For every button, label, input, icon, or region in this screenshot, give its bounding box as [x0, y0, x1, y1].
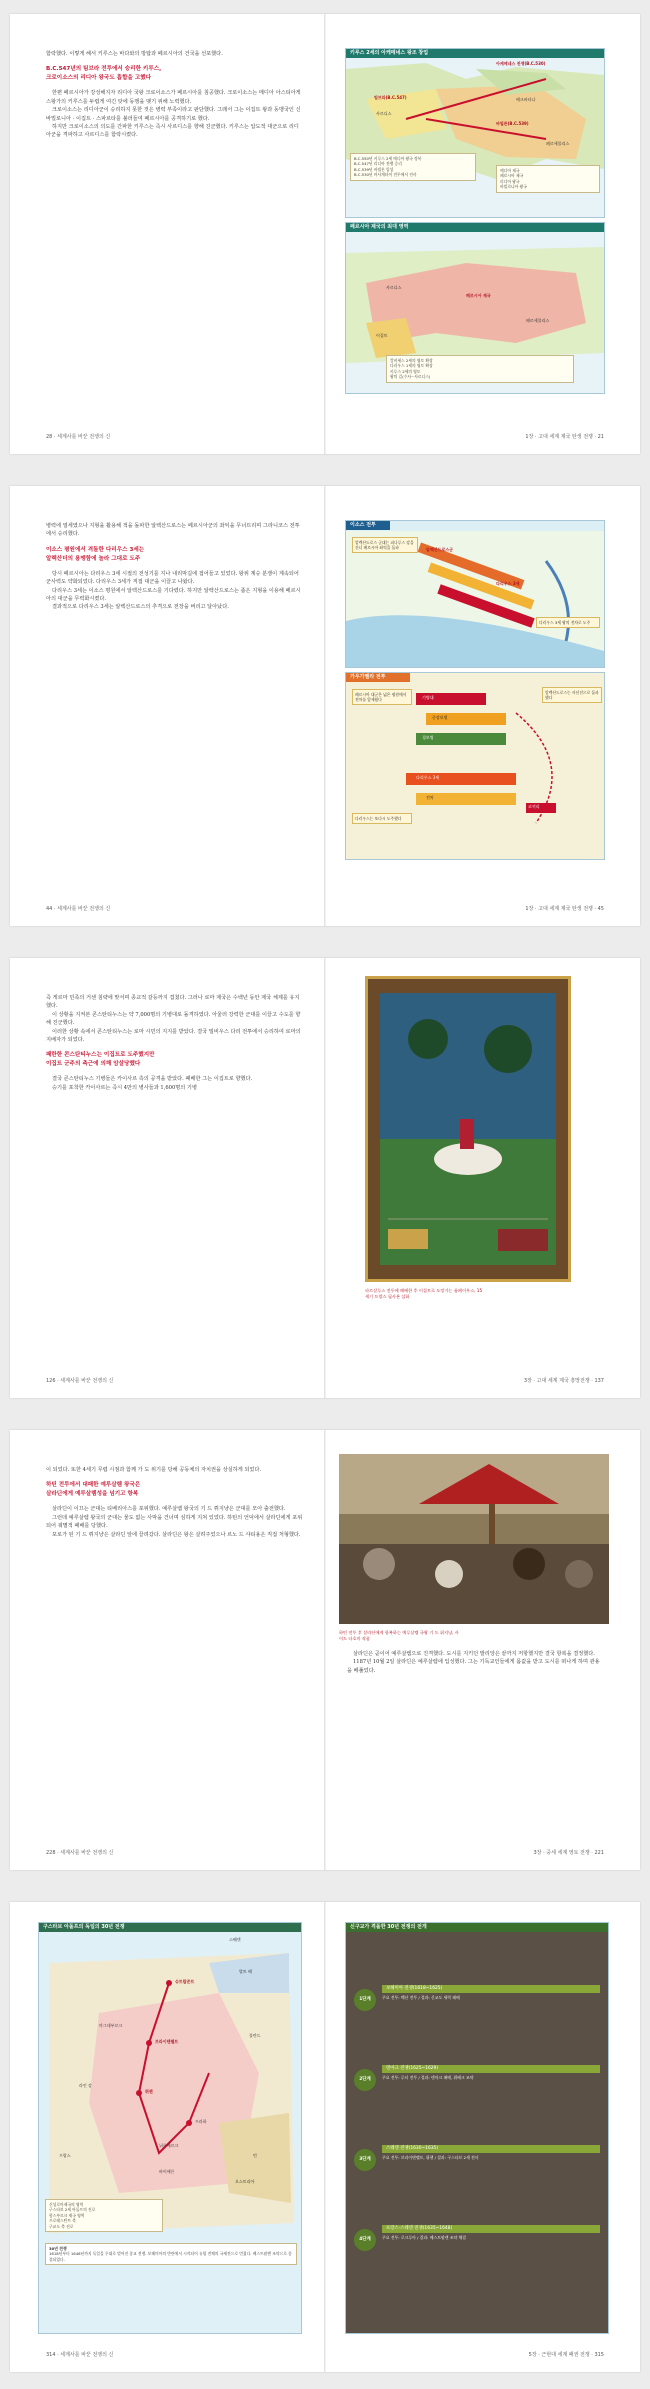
section-heading: 이소스 평원에서 격돌한 다리우스 3세는 알렉산더의 용맹함에 놀라 그대로 도주	[46, 546, 145, 562]
spread-5	[10, 1902, 640, 2372]
map-label: 프라하	[195, 2119, 207, 2124]
map-label: 페르세폴리스	[546, 141, 570, 146]
map-title: 키루스 2세의 아케메네스 왕조 창업	[346, 49, 604, 58]
map-label: 스웨덴	[229, 1937, 241, 1942]
rider	[460, 1119, 474, 1149]
stage-text: 주요 전투: 로크루아 / 결과: 베스트팔렌 조약 체결	[382, 2235, 466, 2240]
timeline-stage	[354, 1983, 600, 2017]
map-label: 바빌론(B.C.539)	[496, 121, 529, 126]
battle-marker	[186, 2120, 192, 2126]
map-title: 가우가멜라 전투	[346, 673, 410, 682]
map-label: 코끼리	[528, 804, 540, 809]
map-label: 뉘른베르크	[159, 2143, 179, 2148]
paragraph: 당시 페르시아는 다리우스 3세 시절의 전성기를 지나 내리막길에 접어들고 있었다. 왕위 계승 분쟁이 계속되어 군사력도 약화되었다. 다리우스 3세가 직접 대군을 이끌고 나왔다.	[46, 570, 299, 586]
spread-1	[10, 14, 640, 454]
timeline-stage	[354, 2143, 600, 2177]
page-315	[325, 1902, 640, 2372]
stage-heading: 보헤미아 전쟁(1618~1625)	[382, 1985, 600, 1993]
map-label: 바이에른	[159, 2169, 175, 2174]
body-text	[46, 522, 303, 612]
map-label: 페르세폴리스	[526, 318, 550, 323]
note-box: 다리우스 3세 왕의 전차로 도주	[536, 617, 600, 628]
figure	[435, 1560, 463, 1588]
note-box: 알렉산드로스 군대는 피나루스 강을 건너 페르시아 좌익을 돌파	[352, 537, 418, 553]
page-folio: 5장 · 근현대 세계 패권 전쟁 · 315	[528, 2352, 604, 2358]
issus-map	[345, 520, 605, 668]
page-44	[10, 486, 325, 926]
page-folio: 3장 · 고대 세계 제국 흥망전쟁 · 137	[523, 1378, 604, 1384]
paragraph: 살라딘이 이끄는 군대는 티베리아스를 포위했다. 예루살렘 왕국의 기 드 뤼지냥은 군대를 모아 출전했다.	[52, 1506, 286, 1513]
section-heading: B.C.547년의 팀브라 전투에서 승리한 키루스, 크로이소스의 리디아 왕국도 흡합을 고했다	[46, 66, 162, 82]
map-label: 사르디스	[376, 111, 392, 116]
image-caption: 하틴 전투 후 살라딘에게 항복하는 예루살렘 국왕 기 드 뤼지냥, 사이드 타호미 작품	[339, 1630, 459, 1641]
page-folio: 1장 · 고대 세계 제국 탄생 전쟁 · 45	[525, 906, 604, 912]
persia-extent-map	[345, 222, 605, 394]
page-45	[325, 486, 640, 926]
stage-heading: 스웨덴 전쟁(1630~1635)	[382, 2145, 600, 2153]
illumination-art	[368, 979, 568, 1279]
timeline-stage	[354, 2063, 600, 2097]
stage-badge: 4단계	[354, 2229, 376, 2251]
paragraph: 승기를 포착한 카이사르는 즉시 4만의 병사들과 1,600명의 기병	[52, 1084, 197, 1091]
map-label: 알렉산드로스군	[426, 547, 454, 552]
paragraph: 이 되었다. 또한 4세기 무렵 시점과 함께 가 도 위기를 당해 공동체의 자치권을 상실하게 되었다.	[46, 1467, 262, 1473]
paragraph: 한편 페르시아가 강성해지자 리디아 국왕 크로이소스가 페르시아를 침공했다. 크로이소스는 메디아 아스티아게스왕가의 키루스를 두렵게 여긴 탓에 동맹을 맺기 위해 노력했다.	[46, 90, 301, 105]
thirty-years-war-map	[38, 1922, 302, 2334]
map-label: 빈	[253, 2153, 257, 2158]
paragraph: 하지만 크로이소스의 의도를 간파한 키루스는 즉시 사르디스를 향해 진군했다. 키루스는 압도적 대군으로 리디아군을 격파하고 사르디스를 함락시켰다.	[46, 124, 299, 139]
map-title: 이소스 전투	[346, 521, 390, 530]
saladin-painting	[339, 1454, 609, 1624]
map-label: 기병대	[422, 695, 434, 700]
timeline-title: 신구교가 격돌한 30년 전쟁의 전개	[346, 1923, 608, 1932]
timeline-stage	[354, 2223, 600, 2257]
map-label: 다리우스 3세	[416, 775, 440, 780]
map-label: 폴란드	[249, 2033, 261, 2038]
tree	[408, 1019, 448, 1059]
spread-4	[10, 1430, 640, 1870]
page-folio: 44 · 세계사를 바꾼 전쟁의 신	[46, 906, 111, 912]
figure	[513, 1548, 545, 1580]
stage-text: 주요 전투: 루터 전투 / 결과: 덴마크 패배, 뤼베크 조약	[382, 2075, 474, 2080]
page-28	[10, 14, 325, 454]
page-228	[10, 1430, 325, 1870]
body-text	[46, 50, 303, 140]
info-note: 30년 전쟁 1618년부터 1648년까지 독일을 무대로 벌어진 종교 전쟁. 보헤미아의 반란에서 시작되어 유럽 전체의 국제전으로 번졌다. 베스트팔렌 조약으로 종결되었다.	[45, 2243, 297, 2265]
section-heading: 패한한 콘스탄티누스는 이집트로 도주했지만 이집트 군주의 측근에 의해 암살당했다	[46, 1052, 155, 1068]
stage-text: 주요 전투: 브라이텐펠트, 뤼첸 / 결과: 구스타브 2세 전사	[382, 2155, 479, 2160]
map-label: 라인 강	[79, 2083, 92, 2088]
page-folio: 126 · 세계사를 바꾼 전쟁의 신	[46, 1378, 114, 1384]
map-label: 발트 해	[239, 1969, 252, 1974]
paragraph: 1187년 10월 2일 살라딘은 예루살렘에 입성했다. 그는 기독교인들에게 몸값을 받고 도시를 떠나게 하며 관용을 베풀었다.	[347, 1659, 600, 1674]
page-126	[10, 958, 325, 1398]
figure-group	[388, 1229, 428, 1249]
note-box: 페르시아 대군은 넓은 평원에서 전차를 앞세웠다	[352, 689, 412, 705]
body-text	[46, 1466, 303, 1539]
war-timeline	[345, 1922, 609, 2334]
map-title: 구스타브 아돌프의 독일의 30년 전쟁	[39, 1923, 301, 1932]
paragraph: 결국 콘스탄티누스 기병들은 카이사르 측의 공격을 받았다. 패배한 그는 이집트로 향했다.	[52, 1076, 253, 1083]
map-label: 다리우스 3세	[496, 581, 520, 586]
map-label: 슈트랄준트	[175, 1979, 195, 1984]
map-legend: 캄비세스 2세의 영토 확장 다리우스 1세의 영토 확장 키루스 2세의 영토 왕의 길(수사~사르디스)	[386, 355, 574, 383]
figure	[363, 1548, 395, 1580]
paragraph: 즉 게르마 민족의 거센 침략에 맞서며 종교적 갈등까지 겹쳤다. 그러나 로마 제국은 수백년 동안 제국 체제를 유지했다.	[46, 995, 300, 1010]
page-folio: 1장 · 고대 세계 제국 탄생 전쟁 · 21	[525, 434, 604, 440]
paragraph: 병력에 열세였으나 지형을 활용해 적을 돌파한 알렉산드로스는 페르시아군의 좌익을 무너뜨리며 그라니코스 전투에서 승리했다.	[46, 523, 300, 538]
stage-badge: 1단계	[354, 1989, 376, 2011]
figure	[565, 1560, 593, 1588]
map-label: 페르시아 제국	[466, 293, 491, 298]
spread-2	[10, 486, 640, 926]
map-label: 에크바타나	[516, 97, 536, 102]
map-label: 오스트리아	[235, 2179, 255, 2184]
page-137	[325, 958, 640, 1398]
page-folio: 314 · 세계사를 바꾼 전쟁의 신	[46, 2352, 114, 2358]
note-box: 알렉산드로스는 사선진으로 돌파했다	[542, 687, 602, 703]
map-label: 아케메네스 전쟁(B.C.530)	[496, 61, 546, 66]
gaugamela-map	[345, 672, 605, 860]
stage-heading: 덴마크 전쟁(1625~1629)	[382, 2065, 600, 2073]
paragraph: 이 상황을 지켜본 콘스탄티누스는 약 7,000명의 기병대로 돌격하였다. 아울러 강력한 군대를 이끌고 수도를 향해 진군했다.	[46, 1011, 301, 1027]
map-legend: B.C.550년 키루스 2세 메디아 왕국 정복 B.C.547년 리디아 전쟁 승리 B.C.539년 바빌론 입성 B.C.530년 마사게타이 전투에서 전사	[350, 153, 476, 181]
paragraph: 살라딘은 곧이어 예루살렘으로 진격했다. 도시를 지키던 발리앙은 끝까지 저항했지만 결국 항복을 결정했다.	[353, 1651, 595, 1657]
cyrus-map	[345, 48, 605, 218]
page-folio: 28 · 세계사를 바꾼 전쟁의 신	[46, 434, 111, 440]
image-caption: 파르살루스 전투에 패배한 후 이집트로 도망가는 폼페이우스, 15세기 프랑스 필사본 삽화	[365, 1288, 483, 1299]
map-terrain	[39, 1923, 301, 2333]
map-label: 마그데부르크	[99, 2023, 123, 2028]
page-folio: 3장 · 중세 세계 영토 전쟁 · 221	[533, 1850, 604, 1856]
painting-art	[339, 1454, 609, 1624]
body-text	[46, 994, 303, 1092]
figure-group	[498, 1229, 548, 1251]
battle-marker	[146, 2040, 152, 2046]
paragraph: 함락했다. 이렇게 해서 키루스는 바다와의 방탑과 페르시아의 건국을 선포했다.	[46, 51, 223, 57]
paragraph: 포로가 된 기 드 뤼지냥은 살라딘 앞에 끌려갔다. 살라딘은 왕은 살려주었으나 르노 드 샤티용은 직접 처형했다.	[52, 1531, 301, 1538]
map-label: 팀브라(B.C.547)	[374, 95, 407, 100]
page-221	[325, 1430, 640, 1870]
map-label: 사르디스	[386, 285, 402, 290]
battle-marker	[166, 1980, 172, 1986]
tree	[484, 1025, 532, 1073]
map-title: 페르시아 제국의 최대 영역	[346, 223, 604, 232]
spread-3	[10, 958, 640, 1398]
map-label: 중장보병	[432, 715, 448, 720]
map-label: 프랑스	[59, 2153, 71, 2158]
stage-heading: 프랑스·스웨덴 전쟁(1635~1648)	[382, 2225, 600, 2233]
paragraph: 이러한 상황 속에서 콘스탄티누스는 로마 시민의 지지를 받았다. 결국 밀비우스 다리 전투에서 승리하여 로마의 지배자가 되었다.	[46, 1028, 301, 1044]
page-21	[325, 14, 640, 454]
page-314	[10, 1902, 325, 2372]
map-label: 전차	[426, 795, 434, 800]
manuscript-illustration	[365, 976, 571, 1282]
page-folio: 228 · 세계사를 바꾼 전쟁의 신	[46, 1850, 114, 1856]
map-label: 경보병	[422, 735, 434, 740]
stage-text: 주요 전투: 백산 전투 / 결과: 신교도 세력 패배	[382, 1995, 460, 2000]
stage-badge: 2단계	[354, 2069, 376, 2091]
paragraph: 그런데 예루살렘 왕국의 군대는 물도 없는 사막을 건너며 심하게 지쳐 있었다. 하틴의 언덕에서 살라딘에게 포위되어 궤멸적 패배를 당했다.	[46, 1514, 303, 1530]
section-heading: 하틴 전투에서 대패한 예루살렘 왕국은 살라딘에게 예루살렘성을 넘기고 항복	[46, 1482, 141, 1498]
battle-marker	[136, 2090, 142, 2096]
map-key: 메디아 제국 페르시아 제국 리디아 왕국 바빌로니아 왕국	[496, 165, 600, 193]
body-text	[347, 1650, 604, 1675]
paragraph: 크로이소스는 리디아군이 승리하지 못한 것은 병력 부족이라고 판단했다. 그래서 그는 이집트 왕과 동맹국인 신바빌로니아 · 이집트 · 스파르타를 불러들여 페르시아를 공격하기로 했다.	[46, 107, 301, 122]
stage-badge: 3단계	[354, 2149, 376, 2171]
map-legend: 신성로마제국의 영역 구스타브 2세 아돌프의 진로 합스부르크 제국 영역 프로테스탄트 측 구교도 측 진로	[45, 2199, 163, 2232]
map-label: 뤼첸	[145, 2089, 153, 2094]
note-box: 다리우스는 또다시 도주했다	[352, 813, 412, 824]
paragraph: 다리우스 3세는 이소스 평원에서 알렉산드로스를 기다렸다. 하지만 알렉산드로스는 좁은 지형을 이용해 페르시아의 대군을 무력화시켰다.	[46, 587, 301, 603]
paragraph: 결과적으로 다리우스 3세는 알렉산드로스의 추격으로 전장을 버리고 달아났다.	[52, 604, 229, 611]
map-label: 브라이텐펠트	[155, 2039, 179, 2044]
map-label: 이집트	[376, 333, 388, 338]
